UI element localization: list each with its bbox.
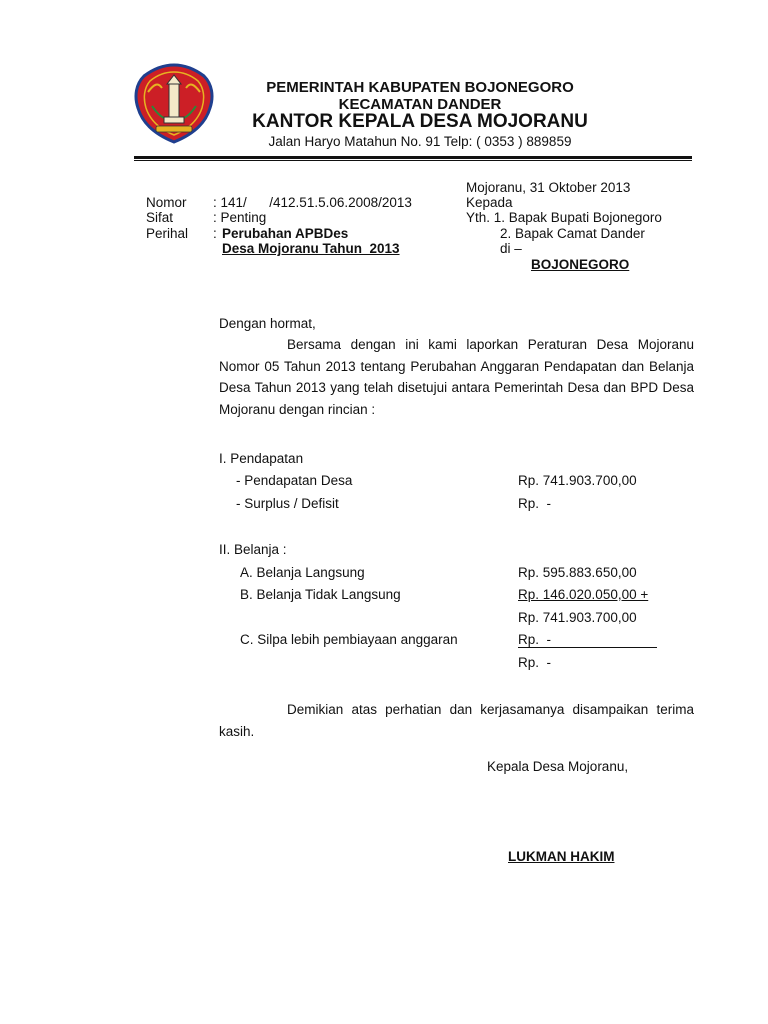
- belanja-tidak-langsung-value: Rp. 146.020.050,00 +: [518, 587, 649, 602]
- recipient-1: Yth. 1. Bapak Bupati Bojonegoro: [466, 210, 662, 225]
- letterhead-address: Jalan Haryo Matahun No. 91 Telp: ( 0353 ) 889859: [268, 134, 572, 149]
- greeting: Dengan hormat,: [219, 316, 316, 331]
- recipient-2: 2. Bapak Camat Dander: [500, 226, 645, 241]
- destination-city: BOJONEGORO: [531, 257, 630, 272]
- sifat-value: : Penting: [213, 210, 267, 225]
- letterhead-regency: PEMERINTAH KABUPATEN BOJONEGORO: [266, 79, 574, 96]
- signature-title: Kepala Desa Mojoranu,: [487, 759, 629, 774]
- kepada-label: Kepada: [466, 195, 513, 210]
- belanja-langsung-label: A. Belanja Langsung: [240, 565, 365, 580]
- pendapatan-desa-label: - Pendapatan Desa: [236, 473, 353, 488]
- pendapatan-desa-value: Rp. 741.903.700,00: [518, 473, 637, 488]
- intro-paragraph: Bersama dengan ini kami laporkan Peraturan Desa Mojoranu Nomor 05 Tahun 2013 tentang Perubahan Anggaran Pendapatan dan Belanja Desa Tahun 2013 yang telah disetujui antara Pemerintah Desa dan BPD Desa Mojoranu dengan rincian :: [219, 337, 694, 417]
- perihal-colon: :: [213, 226, 217, 241]
- signature-name: LUKMAN HAKIM: [508, 849, 615, 864]
- sifat-label: Sifat: [146, 210, 174, 225]
- belanja-tidak-langsung-label: B. Belanja Tidak Langsung: [240, 587, 401, 602]
- nomor-value: : 141/ /412.51.5.06.2008/2013: [213, 195, 412, 210]
- silpa-label: C. Silpa lebih pembiayaan anggaran: [240, 632, 458, 647]
- di-label: di –: [500, 241, 522, 256]
- closing-paragraph: Demikian atas perhatian dan kerjasamanya disampaikan terima kasih.: [219, 702, 694, 739]
- letterhead-divider-thin: [134, 160, 692, 161]
- letterhead-divider-thick: [134, 156, 692, 159]
- belanja-total: Rp. -: [518, 655, 552, 670]
- perihal-label: Perihal: [146, 226, 189, 241]
- pendapatan-heading: I. Pendapatan: [219, 451, 304, 466]
- letterhead-district: KECAMATAN DANDER: [338, 96, 502, 113]
- village-emblem-logo: [134, 62, 214, 144]
- letterhead-office: KANTOR KEPALA DESA MOJORANU: [252, 111, 588, 132]
- belanja-subtotal: Rp. 741.903.700,00: [518, 610, 637, 625]
- silpa-value: Rp. -: [518, 632, 657, 648]
- surplus-defisit-label: - Surplus / Defisit: [236, 496, 339, 511]
- belanja-langsung-value: Rp. 595.883.650,00: [518, 565, 637, 580]
- nomor-label: Nomor: [146, 195, 187, 210]
- perihal-subject-line1: Perubahan APBDes: [222, 226, 349, 241]
- belanja-heading: II. Belanja :: [219, 542, 287, 557]
- letter-date: Mojoranu, 31 Oktober 2013: [466, 180, 631, 195]
- surplus-defisit-value: Rp. -: [518, 496, 552, 511]
- perihal-subject-line2: Desa Mojoranu Tahun 2013: [222, 241, 400, 256]
